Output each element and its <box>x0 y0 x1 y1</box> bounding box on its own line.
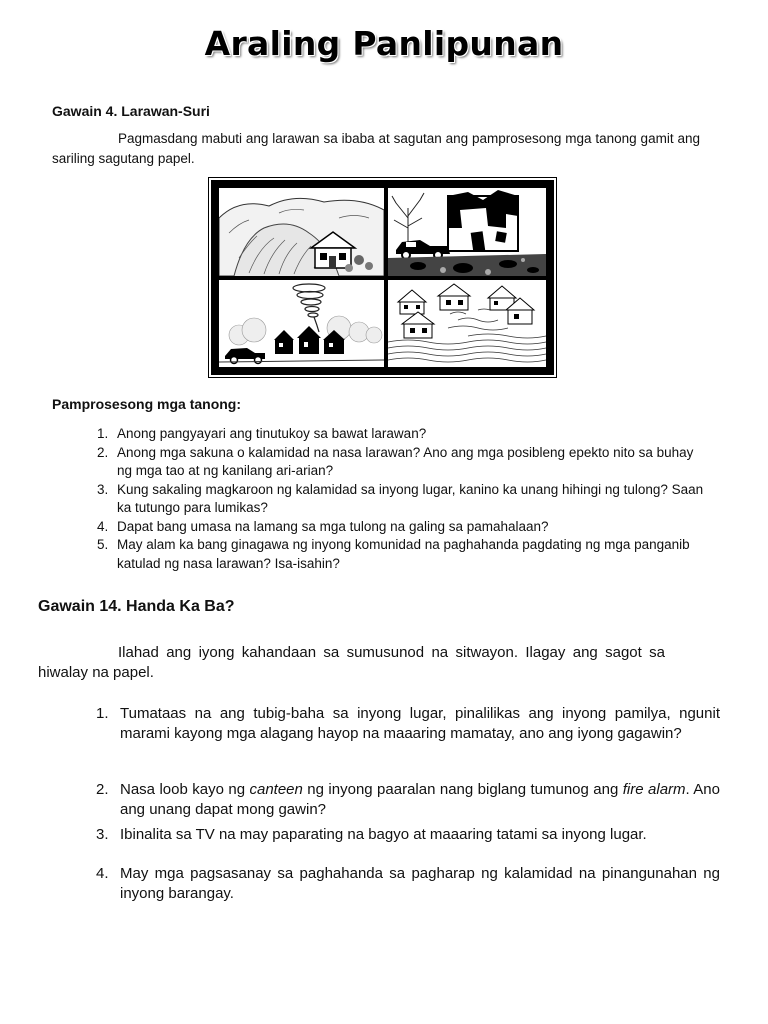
question-number: 3. <box>97 481 109 497</box>
disaster-illustration <box>211 180 554 375</box>
tornado-panel <box>219 280 384 367</box>
question-number: 4. <box>97 518 109 534</box>
question-text: Dapat bang umasa na lamang sa mga tulong na galing sa pamahalaan? <box>117 518 549 534</box>
question-text: Anong mga sakuna o kalamidad na nasa larawan? Ano ang mga posibleng epekto nito sa buhay ng mga tao at ng kanilang ari-arian? <box>117 444 694 478</box>
gawain4-heading: Gawain 4. Larawan-Suri <box>52 103 210 119</box>
question-number: 2. <box>97 444 109 460</box>
situation-item <box>96 825 720 845</box>
situation-italic-term: fire alarm <box>622 781 686 798</box>
page-title: Araling Panlipunan <box>204 24 564 63</box>
situation-text-part: ng inyong paaralan nang biglang tumunog ang <box>302 781 623 798</box>
processing-questions-list <box>93 425 705 573</box>
question-number: 1. <box>97 426 109 441</box>
question-text: Kung sakaling magkaroon ng kalamidad sa inyong lugar, kanino ka unang hihingi ng tulong? Saan ka tutungo para lumikas? <box>117 481 704 515</box>
gawain4-instruction: Pagmasdang mabuti ang larawan sa ibaba at sagutan ang pamprosesong mga tanong gamit ang sariling sagutang papel. <box>52 131 700 166</box>
question-item <box>93 425 705 444</box>
landslide-panel <box>219 188 384 276</box>
earthquake-panel <box>388 188 546 276</box>
situation-text: Ibinalita sa TV na may paparating na bagyo at maaaring tatami sa inyong lugar. <box>120 826 647 843</box>
question-item <box>93 481 705 518</box>
question-item <box>93 444 705 481</box>
question-text: May alam ka bang ginagawa ng inyong komunidad na paghahanda pagdating ng mga panganib katulad ng nasa larawan? Isa-isahin? <box>117 537 690 571</box>
question-text: Anong pangyayari ang tinutukoy sa bawat larawan? <box>117 426 427 441</box>
flood-panel <box>388 280 546 367</box>
situation-item <box>96 780 720 819</box>
situation-number: 1. <box>96 705 109 722</box>
question-number: 5. <box>97 537 109 552</box>
situation-text <box>96 780 720 819</box>
situation-number: 4. <box>96 865 109 882</box>
situation-number: 3. <box>96 826 109 843</box>
situation-text: Tumataas na ang tubig-baha sa inyong lugar, pinalilikas ang inyong pamilya, ngunit marami kayong mga alagang hayop na maaaring mamatay, ano ang iyong gagawin? <box>120 705 720 742</box>
situation-text: May mga pagsasanay sa paghahanda sa pagharap ng kalamidad na pinangunahan ng inyong barangay. <box>120 865 720 902</box>
questions-heading: Pamprosesong mga tanong: <box>52 396 242 412</box>
situation-number: 2. <box>96 781 109 798</box>
situation-italic-term: canteen <box>249 781 303 798</box>
gawain14-heading: Gawain 14. Handa Ka Ba? <box>38 598 235 615</box>
situation-text-part: Nasa loob kayo ng <box>120 781 250 798</box>
situation-item <box>96 704 720 743</box>
question-item <box>93 518 705 537</box>
question-item <box>93 536 705 573</box>
situation-item <box>96 864 720 903</box>
gawain14-instruction: Ilahad ang iyong kahandaan sa sumusunod na sitwayon. Ilagay ang sagot sa hiwalay na papel. <box>38 644 665 681</box>
situation-text-part: . Ano ang unang dapat mong gawin? <box>120 781 720 818</box>
